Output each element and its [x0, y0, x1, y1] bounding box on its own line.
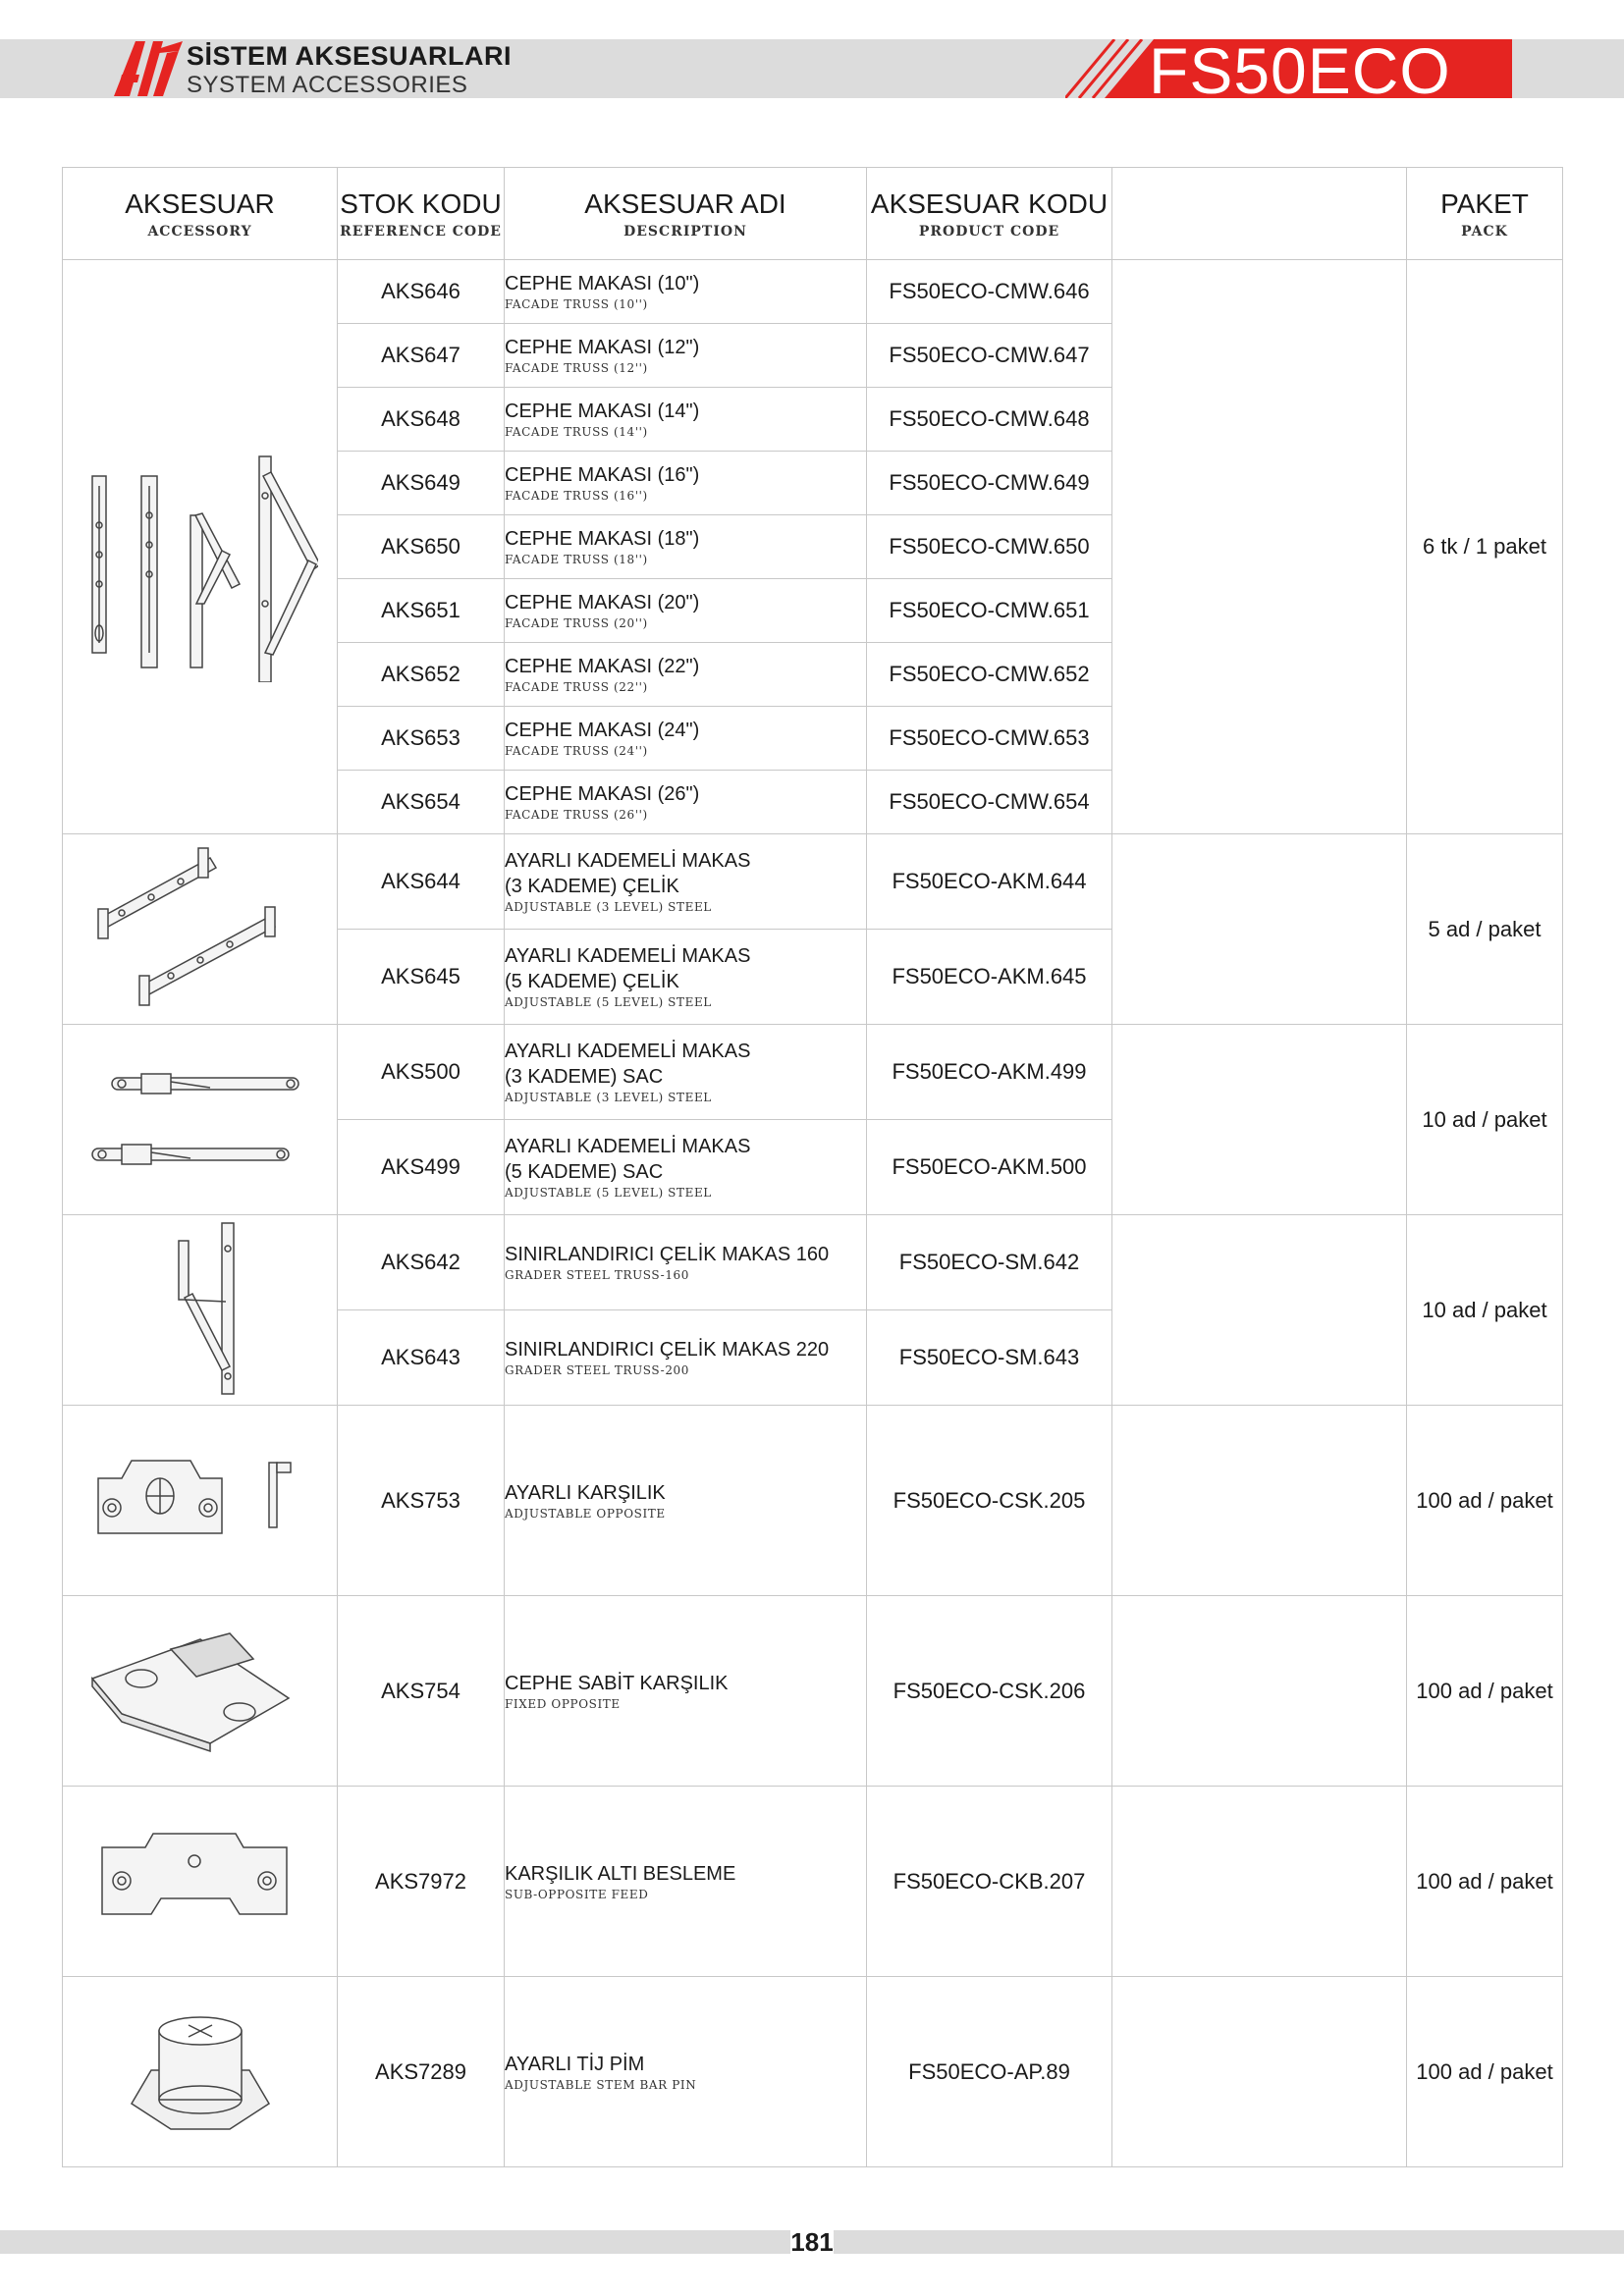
product-code: FS50ECO-CMW.652: [867, 643, 1112, 707]
model-name: FS50ECO: [1149, 34, 1451, 107]
table-row: [63, 1977, 1563, 2167]
description: CEPHE MAKASI (24") FACADE TRUSS (24''): [505, 707, 867, 771]
product-code: FS50ECO-CSK.206: [867, 1596, 1112, 1787]
col-accessory: AKSESUAR ACCESSORY: [63, 168, 338, 260]
blank-cell: [1112, 1977, 1407, 2167]
col-pack: PAKET PACK: [1407, 168, 1563, 260]
stock-code: AKS7972: [338, 1787, 505, 1977]
table-row: [63, 834, 1563, 930]
product-code: FS50ECO-AKM.500: [867, 1120, 1112, 1215]
table-row: [63, 1215, 1563, 1310]
table-row: [63, 1025, 1563, 1120]
stock-code: AKS646: [338, 260, 505, 324]
stock-code: AKS7289: [338, 1977, 505, 2167]
product-code: FS50ECO-CMW.646: [867, 260, 1112, 324]
stock-code: AKS645: [338, 930, 505, 1025]
stock-code: AKS754: [338, 1596, 505, 1787]
stock-code: AKS650: [338, 515, 505, 579]
header-subtitle: SYSTEM ACCESSORIES: [187, 72, 468, 98]
description: CEPHE MAKASI (26") FACADE TRUSS (26''): [505, 771, 867, 834]
grader-steel-truss-image: [63, 1215, 338, 1406]
stock-code: AKS649: [338, 452, 505, 515]
product-code: FS50ECO-AKM.644: [867, 834, 1112, 930]
col-blank: [1112, 168, 1407, 260]
blank-cell: [1112, 1215, 1407, 1406]
stock-code: AKS654: [338, 771, 505, 834]
pack-info: 6 tk / 1 paket: [1407, 260, 1563, 834]
blank-cell: [1112, 260, 1407, 834]
description: AYARLI KARŞILIK ADJUSTABLE OPPOSITE: [505, 1406, 867, 1596]
stock-code: AKS647: [338, 324, 505, 388]
stock-code: AKS652: [338, 643, 505, 707]
col-name: AKSESUAR ADI DESCRIPTION: [505, 168, 867, 260]
adjustable-opposite-image: [63, 1406, 338, 1596]
blank-cell: [1112, 1596, 1407, 1787]
product-code: FS50ECO-CMW.654: [867, 771, 1112, 834]
description: AYARLI KADEMELİ MAKAS (5 KADEME) SAC ADJUSTABLE (5 LEVEL) STEEL: [505, 1120, 867, 1215]
pack-info: 100 ad / paket: [1407, 1977, 1563, 2167]
stock-code: AKS499: [338, 1120, 505, 1215]
blank-cell: [1112, 1406, 1407, 1596]
facade-truss-image: [63, 260, 338, 834]
stock-code: AKS643: [338, 1310, 505, 1406]
pack-info: 5 ad / paket: [1407, 834, 1563, 1025]
table-row: [63, 260, 1563, 324]
stock-code: AKS648: [338, 388, 505, 452]
adjustable-sheet-truss-image: [63, 1025, 338, 1215]
description: CEPHE SABİT KARŞILIK FIXED OPPOSITE: [505, 1596, 867, 1787]
stock-code: AKS644: [338, 834, 505, 930]
stock-code: AKS500: [338, 1025, 505, 1120]
blank-cell: [1112, 1025, 1407, 1215]
description: CEPHE MAKASI (14") FACADE TRUSS (14''): [505, 388, 867, 452]
table-row: [63, 1406, 1563, 1596]
stock-code: AKS651: [338, 579, 505, 643]
description: AYARLI KADEMELİ MAKAS (5 KADEME) ÇELİK ADJUSTABLE (5 LEVEL) STEEL: [505, 930, 867, 1025]
product-code: FS50ECO-CMW.649: [867, 452, 1112, 515]
product-code: FS50ECO-AKM.645: [867, 930, 1112, 1025]
stock-code: AKS642: [338, 1215, 505, 1310]
pack-info: 100 ad / paket: [1407, 1787, 1563, 1977]
ap-logo: [110, 37, 185, 98]
accessory-table: [62, 167, 1563, 2167]
description: KARŞILIK ALTI BESLEME SUB-OPPOSITE FEED: [505, 1787, 867, 1977]
description: CEPHE MAKASI (16") FACADE TRUSS (16''): [505, 452, 867, 515]
table-row: [63, 1787, 1563, 1977]
header-title: SİSTEM AKSESUARLARI: [187, 41, 513, 71]
description: CEPHE MAKASI (12") FACADE TRUSS (12''): [505, 324, 867, 388]
product-code: FS50ECO-CMW.651: [867, 579, 1112, 643]
pack-info: 100 ad / paket: [1407, 1406, 1563, 1596]
sub-opposite-feed-image: [63, 1787, 338, 1977]
description: CEPHE MAKASI (18") FACADE TRUSS (18''): [505, 515, 867, 579]
adjustable-stem-pin-image: [63, 1977, 338, 2167]
pack-info: 100 ad / paket: [1407, 1596, 1563, 1787]
product-code: FS50ECO-AP.89: [867, 1977, 1112, 2167]
pack-info: 10 ad / paket: [1407, 1215, 1563, 1406]
product-code: FS50ECO-CSK.205: [867, 1406, 1112, 1596]
description: AYARLI KADEMELİ MAKAS (3 KADEME) SAC ADJUSTABLE (3 LEVEL) STEEL: [505, 1025, 867, 1120]
product-code: FS50ECO-CMW.648: [867, 388, 1112, 452]
col-stock-code: STOK KODU REFERENCE CODE: [338, 168, 505, 260]
product-code: FS50ECO-CMW.653: [867, 707, 1112, 771]
blank-cell: [1112, 1787, 1407, 1977]
product-code: FS50ECO-CKB.207: [867, 1787, 1112, 1977]
description: CEPHE MAKASI (10") FACADE TRUSS (10''): [505, 260, 867, 324]
description: CEPHE MAKASI (20") FACADE TRUSS (20''): [505, 579, 867, 643]
description: AYARLI KADEMELİ MAKAS (3 KADEME) ÇELİK ADJUSTABLE (3 LEVEL) STEEL: [505, 834, 867, 930]
description: CEPHE MAKASI (22") FACADE TRUSS (22''): [505, 643, 867, 707]
pack-info: 10 ad / paket: [1407, 1025, 1563, 1215]
description: SINIRLANDIRICI ÇELİK MAKAS 160 GRADER STEEL TRUSS-160: [505, 1215, 867, 1310]
blank-cell: [1112, 834, 1407, 1025]
product-code: FS50ECO-CMW.650: [867, 515, 1112, 579]
table-header-row: [63, 168, 1563, 260]
page-number: 181: [790, 2227, 834, 2257]
product-code: FS50ECO-CMW.647: [867, 324, 1112, 388]
product-code: FS50ECO-SM.642: [867, 1215, 1112, 1310]
fixed-opposite-image: [63, 1596, 338, 1787]
description: AYARLI TİJ PİM ADJUSTABLE STEM BAR PIN: [505, 1977, 867, 2167]
stock-code: AKS753: [338, 1406, 505, 1596]
product-code: FS50ECO-AKM.499: [867, 1025, 1112, 1120]
col-product-code: AKSESUAR KODU PRODUCT CODE: [867, 168, 1112, 260]
table-row: [63, 1596, 1563, 1787]
product-code: FS50ECO-SM.643: [867, 1310, 1112, 1406]
adjustable-steel-truss-image: [63, 834, 338, 1025]
description: SINIRLANDIRICI ÇELİK MAKAS 220 GRADER STEEL TRUSS-200: [505, 1310, 867, 1406]
stock-code: AKS653: [338, 707, 505, 771]
